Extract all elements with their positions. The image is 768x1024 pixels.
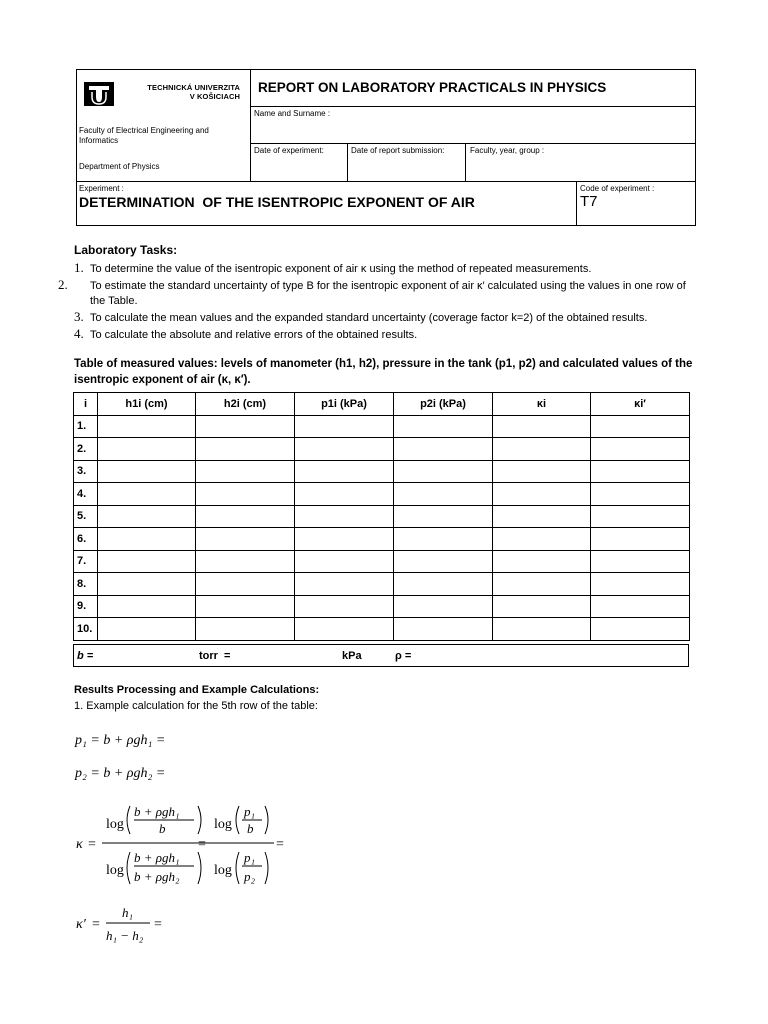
experiment-label: Experiment : xyxy=(79,184,124,193)
task-text: To calculate the absolute and relative errors of the obtained results. xyxy=(90,329,418,341)
table-cell-input[interactable] xyxy=(196,505,295,528)
university-name-line2: V KOŠICIACH xyxy=(189,92,240,101)
table-cell-input[interactable] xyxy=(591,550,690,573)
code-divider xyxy=(576,181,577,226)
table-cell-input[interactable] xyxy=(98,483,196,506)
task-number: 1. xyxy=(74,260,84,275)
table-cell-input[interactable] xyxy=(493,573,591,596)
name-field[interactable] xyxy=(251,120,695,142)
svg-text:log: log xyxy=(106,863,124,878)
table-cell-input[interactable] xyxy=(591,483,690,506)
task-item xyxy=(74,309,694,326)
table-row xyxy=(74,483,690,506)
table-cell-input[interactable] xyxy=(493,438,591,461)
table-cell-input[interactable] xyxy=(98,550,196,573)
table-cell-input[interactable] xyxy=(98,505,196,528)
svg-text:=: = xyxy=(198,837,206,852)
measurement-table xyxy=(73,392,690,641)
table-row xyxy=(74,618,690,641)
column-header-h1: h1i (cm) xyxy=(98,393,196,416)
code-of-experiment-value: T7 xyxy=(580,193,598,210)
svg-text:log: log xyxy=(214,817,232,832)
svg-text:b + ρgh₁: b + ρgh₁ xyxy=(134,804,180,819)
task-number: 2. xyxy=(58,277,68,292)
table-row xyxy=(74,460,690,483)
svg-text:p₂: p₂ xyxy=(244,869,256,884)
row-index: 5. xyxy=(74,505,98,528)
table-cell-input[interactable] xyxy=(394,505,493,528)
table-cell-input[interactable] xyxy=(394,595,493,618)
university-name-line1: TECHNICKÁ UNIVERZITA xyxy=(147,83,240,92)
table-cell-input[interactable] xyxy=(394,483,493,506)
table-header-row xyxy=(74,393,690,416)
svg-text:κ′: κ′ xyxy=(76,917,86,932)
pressure-b-label: b = xyxy=(77,650,94,662)
task-item xyxy=(74,326,694,343)
table-cell-input[interactable] xyxy=(295,573,394,596)
column-header-h2: h2i (cm) xyxy=(196,393,295,416)
kpa-label: kPa xyxy=(342,650,362,662)
equation-p1: p₁ = b + ρgh₁ = xyxy=(75,733,166,748)
svg-text:=: = xyxy=(92,917,100,932)
table-row xyxy=(74,550,690,573)
task-text: To estimate the standard uncertainty of type B for the isentropic exponent of air κ′ calculated using the values in one row of the Table. xyxy=(90,280,686,307)
svg-text:b + ρgh₂: b + ρgh₂ xyxy=(134,869,180,884)
table-cell-input[interactable] xyxy=(98,460,196,483)
table-cell-input[interactable] xyxy=(394,550,493,573)
torr-label: torr = xyxy=(199,650,231,662)
column-header-p2: p2i (kPa) xyxy=(394,393,493,416)
row-index: 3. xyxy=(74,460,98,483)
equation-p2: p₂ = b + ρgh₂ = xyxy=(75,766,166,781)
header-divider-2 xyxy=(250,143,696,144)
table-cell-input[interactable] xyxy=(98,573,196,596)
table-cell-input[interactable] xyxy=(295,460,394,483)
svg-text:b + ρgh₁: b + ρgh₁ xyxy=(134,850,180,865)
row-index: 9. xyxy=(74,595,98,618)
row-index: 4. xyxy=(74,483,98,506)
task-item xyxy=(58,277,690,309)
table-cell-input[interactable] xyxy=(98,595,196,618)
column-header-i: i xyxy=(74,393,98,416)
density-rho-label: ρ = xyxy=(395,650,412,662)
table-cell-input[interactable] xyxy=(196,528,295,551)
table-row xyxy=(74,528,690,551)
date-of-submission-field[interactable] xyxy=(348,157,464,180)
experiment-title: DETERMINATION OF THE ISENTROPIC EXPONENT OF AIR xyxy=(79,194,475,210)
svg-text:b: b xyxy=(159,821,166,836)
table-cell-input[interactable] xyxy=(591,573,690,596)
department-name: Department of Physics xyxy=(79,162,160,171)
table-cell-input[interactable] xyxy=(98,415,196,438)
table-cell-input[interactable] xyxy=(196,595,295,618)
column-header-kappa: κi xyxy=(493,393,591,416)
table-row xyxy=(74,505,690,528)
task-item xyxy=(74,260,694,277)
task-number: 4. xyxy=(74,326,84,341)
task-number: 3. xyxy=(74,309,84,324)
row-index: 8. xyxy=(74,573,98,596)
equation-kappa-prime xyxy=(74,902,194,952)
table-title: Table of measured values: levels of manometer (h1, h2), pressure in the tank (p1, p2) and calculated values of the isentropic exponent of air (κ, κ′). xyxy=(74,358,693,386)
table-cell-input[interactable] xyxy=(196,483,295,506)
faculty-group-label: Faculty, year, group : xyxy=(470,146,545,155)
table-cell-input[interactable] xyxy=(493,483,591,506)
table-cell-input[interactable] xyxy=(493,460,591,483)
name-field-label: Name and Surname : xyxy=(254,109,331,118)
table-cell-input[interactable] xyxy=(98,438,196,461)
task-text: To determine the value of the isentropic exponent of air κ using the method of repeated measurements. xyxy=(90,263,592,275)
row-index: 10. xyxy=(74,618,98,641)
table-cell-input[interactable] xyxy=(493,550,591,573)
processing-heading: Results Processing and Example Calculations: xyxy=(74,684,320,696)
tasks-heading: Laboratory Tasks: xyxy=(74,243,178,257)
table-cell-input[interactable] xyxy=(493,505,591,528)
processing-step-1: 1. Example calculation for the 5th row of the table: xyxy=(74,700,318,712)
table-cell-input[interactable] xyxy=(493,528,591,551)
table-cell-input[interactable] xyxy=(394,415,493,438)
table-cell-input[interactable] xyxy=(591,595,690,618)
svg-text:=: = xyxy=(276,837,284,852)
svg-text:log: log xyxy=(106,817,124,832)
table-row xyxy=(74,573,690,596)
faculty-group-field[interactable] xyxy=(466,157,695,180)
table-cell-input[interactable] xyxy=(591,618,690,641)
svg-text:b: b xyxy=(247,821,254,836)
faculty-name: Faculty of Electrical Engineering and Informatics xyxy=(79,126,209,145)
table-cell-input[interactable] xyxy=(394,573,493,596)
date-of-experiment-field[interactable] xyxy=(251,157,346,180)
equation-kappa-pressure-form xyxy=(196,798,306,890)
svg-text:κ: κ xyxy=(76,837,83,852)
svg-text:h₁ − h₂: h₁ − h₂ xyxy=(106,928,144,943)
table-cell-input[interactable] xyxy=(295,550,394,573)
header-divider-3 xyxy=(76,181,696,182)
date-of-submission-label: Date of report submission: xyxy=(351,146,445,155)
svg-text:p₁: p₁ xyxy=(244,804,256,819)
table-cell-input[interactable] xyxy=(295,595,394,618)
svg-text:h₁: h₁ xyxy=(122,905,134,920)
svg-text:log: log xyxy=(214,863,232,878)
university-name xyxy=(121,83,240,101)
date-of-experiment-label: Date of experiment: xyxy=(254,146,324,155)
table-cell-input[interactable] xyxy=(295,618,394,641)
row-index: 1. xyxy=(74,415,98,438)
table-cell-input[interactable] xyxy=(591,415,690,438)
header-divider-1 xyxy=(250,106,696,107)
table-cell-input[interactable] xyxy=(591,505,690,528)
table-cell-input[interactable] xyxy=(98,618,196,641)
table-cell-input[interactable] xyxy=(295,483,394,506)
task-text: To calculate the mean values and the expanded standard uncertainty (coverage factor k=2) of the obtained results. xyxy=(90,312,648,324)
constants-row xyxy=(73,644,689,667)
table-cell-input[interactable] xyxy=(493,415,591,438)
table-cell-input[interactable] xyxy=(196,438,295,461)
table-row xyxy=(74,595,690,618)
table-cell-input[interactable] xyxy=(295,505,394,528)
table-cell-input[interactable] xyxy=(493,618,591,641)
code-of-experiment-label: Code of experiment : xyxy=(580,184,655,193)
table-row xyxy=(74,438,690,461)
table-cell-input[interactable] xyxy=(394,618,493,641)
table-cell-input[interactable] xyxy=(493,595,591,618)
table-cell-input[interactable] xyxy=(295,528,394,551)
table-cell-input[interactable] xyxy=(196,550,295,573)
column-header-kappa-prime: κi′ xyxy=(591,393,690,416)
svg-text:=: = xyxy=(88,837,96,852)
table-cell-input[interactable] xyxy=(394,438,493,461)
table-cell-input[interactable] xyxy=(591,528,690,551)
table-cell-input[interactable] xyxy=(394,528,493,551)
table-cell-input[interactable] xyxy=(295,415,394,438)
university-logo-icon xyxy=(84,82,114,106)
table-cell-input[interactable] xyxy=(591,460,690,483)
table-row xyxy=(74,415,690,438)
table-cell-input[interactable] xyxy=(196,618,295,641)
table-cell-input[interactable] xyxy=(196,573,295,596)
report-title: REPORT ON LABORATORY PRACTICALS IN PHYSICS xyxy=(258,80,607,95)
table-cell-input[interactable] xyxy=(196,415,295,438)
column-header-p1: p1i (kPa) xyxy=(295,393,394,416)
svg-text:p₁: p₁ xyxy=(244,850,256,865)
svg-text:=: = xyxy=(154,917,162,932)
table-cell-input[interactable] xyxy=(591,438,690,461)
row-index: 6. xyxy=(74,528,98,551)
table-cell-input[interactable] xyxy=(196,460,295,483)
row-index: 2. xyxy=(74,438,98,461)
table-cell-input[interactable] xyxy=(394,460,493,483)
row-index: 7. xyxy=(74,550,98,573)
table-cell-input[interactable] xyxy=(98,528,196,551)
table-cell-input[interactable] xyxy=(295,438,394,461)
